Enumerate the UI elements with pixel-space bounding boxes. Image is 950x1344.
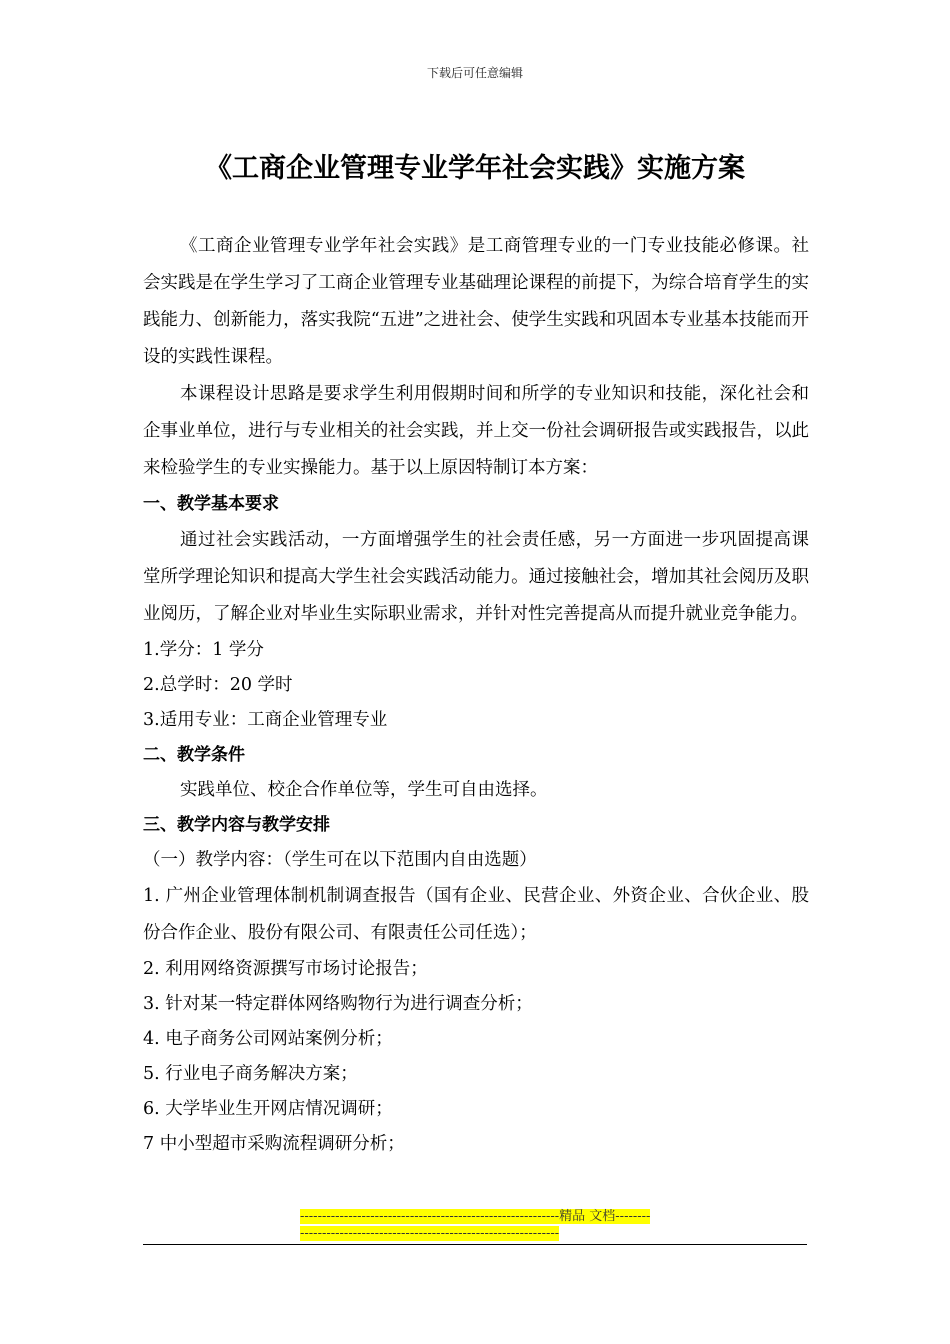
footer-watermark — [300, 1208, 652, 1242]
list-item-topic-3: 3. 针对某一特定群体网络购物行为进行调查分析； — [143, 994, 533, 1014]
requirements-paragraph: 通过社会实践活动，一方面增强学生的社会责任感，另一方面进一步巩固提高课堂所学理论知识和提高大学生社会实践活动能力。通过接触社会，增加其社会阅历及职业阅历，了解企业对毕业生实际职业需求，并针对性完善提高从而提升就业竞争能力。 — [143, 530, 809, 624]
page-title: 《工商企业管理专业学年社会实践》实施方案 — [205, 153, 745, 184]
list-item-topic-2: 2. 利用网络资源撰写市场讨论报告； — [143, 959, 428, 979]
footer-rule — [143, 1244, 807, 1245]
section-heading-requirements: 一、教学基本要求 — [143, 494, 279, 514]
list-item-topic-1: 1. 广州企业管理体制机制调查报告（国有企业、民营企业、外资企业、合伙企业、股份合作企业、股份有限公司、有限责任公司任选）； — [143, 886, 809, 943]
list-item-topic-4: 4. 电子商务公司网站案例分析； — [143, 1029, 393, 1049]
list-item-topic-5: 5. 行业电子商务解决方案； — [143, 1064, 358, 1084]
section-heading-content: 三、教学内容与教学安排 — [143, 815, 330, 835]
footer-watermark-text: -----------------------------------------------------------精品 文档------------------------------------------------------------------- — [300, 1209, 651, 1241]
section-heading-conditions: 二、教学条件 — [143, 745, 245, 765]
conditions-paragraph: 实践单位、校企合作单位等，学生可自由选择。 — [180, 780, 548, 800]
intro-paragraph-1: 《工商企业管理专业学年社会实践》是工商管理专业的一门专业技能必修课。社会实践是在学生学习了工商企业管理专业基础理论课程的前提下，为综合培育学生的实践能力、创新能力，落实我院“五进”之进社会、使学生实践和巩固本专业基本技能而开设的实践性课程。 — [143, 236, 809, 367]
list-item-hours: 2.总学时：20 学时 — [143, 675, 293, 695]
list-item-topic-6: 6. 大学毕业生开网店情况调研； — [143, 1099, 393, 1119]
list-item-topic-7: 7 中小型超市采购流程调研分析； — [143, 1134, 405, 1154]
list-item-credits: 1.学分：1 学分 — [143, 640, 264, 660]
document-body — [143, 228, 809, 1162]
intro-paragraph-2: 本课程设计思路是要求学生利用假期时间和所学的专业知识和技能，深化社会和企事业单位，进行与专业相关的社会实践，并上交一份社会调研报告或实践报告，以此来检验学生的专业实操能力。基于以上原因特制订本方案： — [143, 384, 809, 478]
content-subheading: （一）教学内容：（学生可在以下范围内自由选题） — [143, 850, 537, 870]
header-note: 下载后可任意编辑 — [426, 66, 523, 80]
list-item-major: 3.适用专业：工商企业管理专业 — [143, 710, 388, 730]
